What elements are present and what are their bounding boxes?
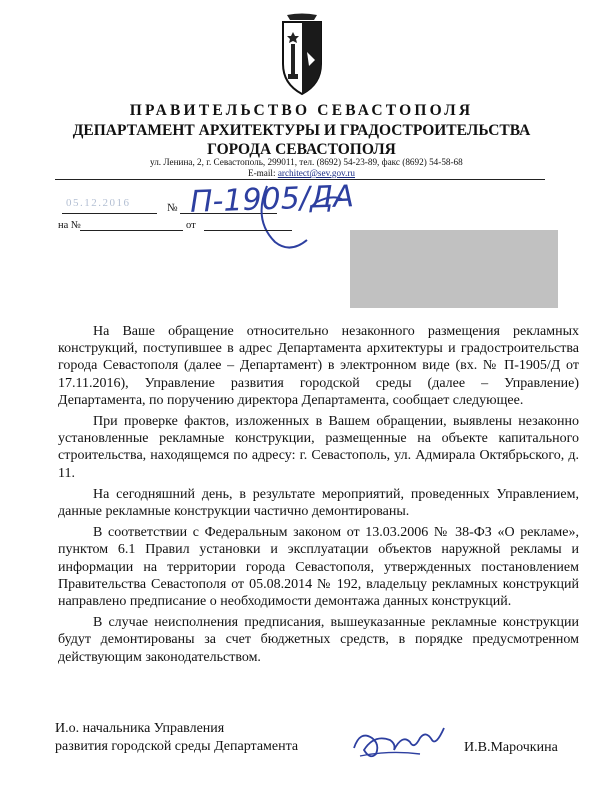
date-underline — [62, 213, 157, 214]
paragraph-status: На сегодняшний день, в результате мероприятий, проведенных Управлением, данные рекламные конструкции частично демонтированы. — [58, 486, 579, 520]
reference-number-label: на № — [58, 220, 81, 231]
handwriting-stroke-icon — [255, 180, 350, 260]
outgoing-number-label: № — [167, 202, 178, 214]
reference-date-label: от — [186, 220, 196, 231]
email-link[interactable]: architect@sev.gov.ru — [277, 168, 356, 178]
paragraph-request: На Ваше обращение относительно незаконного размещения рекламных конструкций, поступившее в адрес Департамента архитектуры и градостроительства города Севастополя (далее – Департамент) в электронном виде (вх. № П-1905/Д от 17.11.2016), Управление развития городской среды (далее – Управление) Департамента, по поручению директора Департамента, сообщает следующее. — [58, 324, 579, 408]
redacted-recipient-block — [350, 230, 558, 308]
email-label: E-mail: — [247, 168, 278, 178]
contact-email — [0, 168, 603, 178]
handwritten-signature-icon — [350, 720, 450, 765]
city-title: ГОРОДА СЕВАСТОПОЛЯ — [207, 141, 396, 158]
sevastopol-coat-of-arms-icon — [279, 12, 325, 96]
government-title: ПРАВИТЕЛЬСТВО СЕВАСТОПОЛЯ — [129, 102, 474, 119]
reference-date-underline — [204, 230, 292, 231]
signatory-position-line1: И.о. начальника Управления — [55, 721, 225, 736]
contact-address: ул. Ленина, 2, г. Севастополь, 299011, тел. (8692) 54-23-89, факс (8692) 54-58-68 — [150, 157, 463, 167]
paragraph-legal-basis: В соответствии с Федеральным законом от 13.03.2006 № 38-ФЗ «О рекламе», пунктом 6.1 Правил установки и эксплуатации объектов наружной рекламы и информации на территории города Севастополя, утвержденных постановлением Правительства Севастополя от 05.08.2014 № 192, владельцу рекламных конструкций направлено предписание о необходимости демонтажа данных конструкций. — [58, 525, 579, 610]
handwritten-outgoing-number: П-1905/ДА — [189, 179, 355, 220]
signatory-name: И.В.Марочкина — [464, 740, 558, 755]
reference-number-underline — [80, 230, 183, 231]
date-stamp: 05.12.2016 — [66, 197, 131, 209]
department-title: ДЕПАРТАМЕНТ АРХИТЕКТУРЫ И ГРАДОСТРОИТЕЛЬСТВА — [72, 122, 531, 139]
paragraph-consequences: В случае неисполнения предписания, вышеуказанные рекламные конструкции будут демонтированы за счет бюджетных средств, в порядке предусмотренном действующим законодательством. — [58, 615, 579, 665]
signatory-position-line2: развития городской среды Департамента — [55, 739, 299, 754]
paragraph-findings: При проверке фактов, изложенных в Вашем обращении, выявлены незаконно установленные рекламные конструкции, размещенные на объекте капитального строительства, находящемся по адресу: г. Севастополь, ул. Адмирала Октябрьского, д. 11. — [58, 414, 579, 481]
letter-body — [58, 323, 579, 670]
